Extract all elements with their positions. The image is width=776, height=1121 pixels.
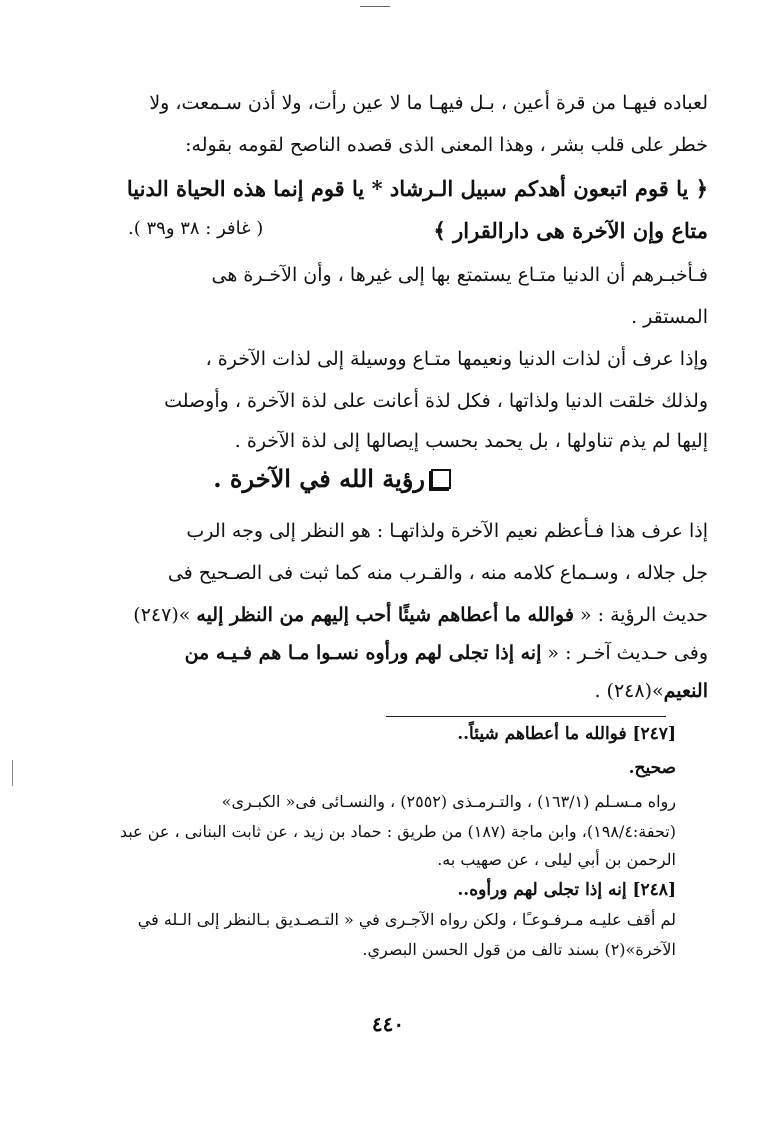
paragraph-3-line-3: إليها لم يذم تناولها ، بل يحمد بحسب إيصالها إلى لذة الآخرة . (234, 430, 708, 452)
section-heading-text: رؤية الله في الآخرة . (213, 464, 425, 493)
paragraph-3-line-1: وإذا عرف أن لذات الدنيا ونعيمها متـاع ووسيلة إلى لذات الآخرة ، (205, 348, 708, 370)
paragraph-4-line-1: إذا عرف هذا فـأعظم نعيم الآخرة ولذاتهـا : هو النظر إلى وجه الرب (186, 520, 708, 542)
quran-verse-text: متاع وإن الآخرة هى دارالقرار ﴾ (433, 218, 708, 243)
section-heading (213, 464, 451, 493)
footnote-248-line-1: لم أقف عليـه مـرفـوعـًا ، ولكن رواه الآجـرى في « التـصـديق بـالنظر إلى الـله في (137, 910, 676, 929)
hadith-intro-1: حديث الرؤية : « (573, 604, 708, 626)
paragraph-4-line-3 (68, 604, 708, 626)
footnote-248-line-2: الآخرة»(٢) بسند تالف من قول الحسن البصري. (362, 940, 676, 959)
hadith-ref-1: »(٢٤٧) (133, 604, 197, 626)
footnote-247-heading: [٢٤٧] فوالله ما أعطاهم شيئاً.. (457, 724, 676, 744)
paragraph-2-line-2: المستقر . (631, 306, 708, 328)
paragraph-1-line-1: لعباده فيهـا من قرة أعين ، بـل فيهـا ما لا عين رأت، ولا أذن سـمعت، ولا (149, 92, 708, 114)
footnote-247-line-2: (تحفة:١٩٨/٤)، وابن ماجة (١٨٧) من طريق : حماد بن زيد ، عن ثابت البنانى ، عن عبد (119, 822, 676, 841)
verse-reference: ( غافر : ٣٨ و٣٩ ). (128, 218, 264, 239)
quran-verse-line-2 (68, 218, 708, 243)
top-rule (360, 6, 390, 7)
margin-mark (12, 760, 13, 786)
paragraph-2-line-1: فـأخبـرهم أن الدنيا متـاع يستمتع بها إلى غيرها ، وأن الآخـرة هى (211, 264, 708, 286)
paragraph-4-line-5 (68, 680, 708, 702)
page-number: ٤٤٠ (371, 1012, 405, 1036)
footnote-247-grade: صحيح. (628, 758, 676, 778)
footnote-248-heading: [٢٤٨] إنه إذا تجلى لهم ورأوه.. (457, 880, 676, 900)
hadith-ref-2: »(٢٤٨) . (594, 680, 664, 702)
paragraph-4-line-4 (68, 642, 708, 664)
paragraph-1-line-2: خطر على قلب بشر ، وهذا المعنى الذى قصده الناصح لقومه بقوله: (185, 134, 708, 156)
paragraph-3-line-2: ولذلك خلقت الدنيا ولذاتها ، فكل لذة أعانت على لذة الآخرة ، وأوصلت (164, 390, 708, 412)
quran-verse-line-1: ﴿ يا قوم اتبعون أهدكم سبيل الـرشاد * يا قوم إنما هذه الحياة الدنيا (126, 176, 708, 201)
footnote-247-line-3: الرحمن بن أبي ليلى ، عن صهيب به. (437, 850, 676, 869)
square-bullet-icon (431, 469, 451, 489)
footnote-separator (386, 716, 666, 717)
hadith-quote-2-end: النعيم (663, 680, 708, 702)
hadith-quote-2: إنه إذا تجلى لهم ورأوه نسـوا مـا هم فـيـه من (184, 642, 542, 664)
hadith-intro-2: وفى حـديث آخـر : « (541, 642, 708, 664)
hadith-quote-1: فوالله ما أعطاهم شيئًا أحب إليهم من النظر إليه (196, 604, 574, 626)
footnote-247-line-1: رواه مـسـلم (١٦٣/١) ، والتـرمـذى (٢٥٥٢) ، والنسـائى فى« الكبـرى» (221, 792, 676, 811)
paragraph-4-line-2: جل جلاله ، وسـماع كلامه منه ، والقـرب منه كما ثبت فى الصـحيح فى (167, 562, 708, 584)
